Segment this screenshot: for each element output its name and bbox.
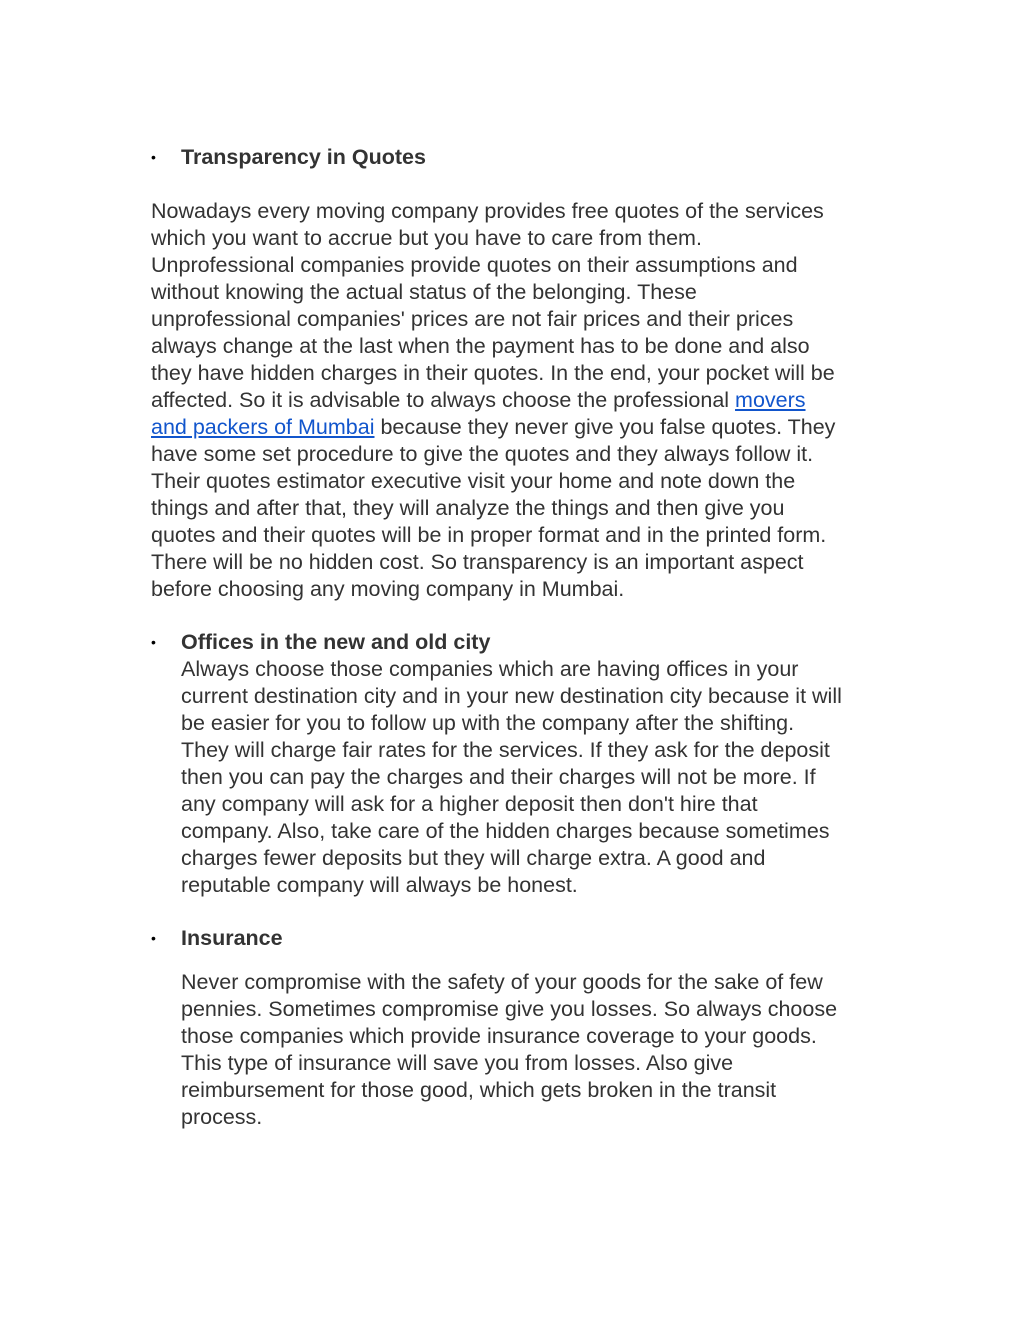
paragraph-line: Never compromise with the safety of your goods for the sake of few	[181, 970, 823, 994]
paragraph-line: before choosing any moving company in Mumbai.	[151, 577, 625, 601]
movers-packers-link[interactable]: movers	[735, 388, 806, 412]
paragraph-line: company. Also, take care of the hidden charges because sometimes	[181, 819, 830, 843]
paragraph-line: without knowing the actual status of the belonging. These	[151, 280, 697, 304]
paragraph-line: then you can pay the charges and their charges will not be more. If	[181, 765, 816, 789]
section-paragraph	[151, 198, 835, 603]
paragraph-line: pennies. Sometimes compromise give you losses. So always choose	[181, 997, 838, 1021]
section-heading: Transparency in Quotes	[181, 145, 426, 169]
section-heading: Insurance	[181, 926, 283, 950]
paragraph-line: Nowadays every moving company provides free quotes of the services	[151, 199, 824, 223]
paragraph-line: be easier for you to follow up with the company after the shifting.	[181, 711, 795, 735]
paragraph-line: Always choose those companies which are having offices in your	[181, 657, 799, 681]
paragraph-line: any company will ask for a higher deposit then don't hire that	[181, 792, 758, 816]
paragraph-line: which you want to accrue but you have to care from them.	[151, 226, 702, 250]
paragraph-line: Their quotes estimator executive visit your home and note down the	[151, 469, 796, 493]
section-heading: Offices in the new and old city	[181, 630, 491, 654]
section-paragraph	[181, 656, 842, 899]
paragraph-text: because they never give you false quotes. They	[374, 415, 836, 439]
paragraph-text: affected. So it is advisable to always choose the professional	[151, 388, 736, 412]
paragraph-line: Unprofessional companies provide quotes on their assumptions and	[151, 253, 798, 277]
paragraph-line: things and after that, they will analyze the things and then give you	[151, 496, 785, 520]
paragraph-line: always change at the last when the payment has to be done and also	[151, 334, 810, 358]
bullet-marker: •	[151, 634, 156, 650]
movers-packers-link[interactable]: and packers of Mumbai	[151, 415, 375, 439]
paragraph-line: They will charge fair rates for the services. If they ask for the deposit	[181, 738, 830, 762]
paragraph-line: they have hidden charges in their quotes. In the end, your pocket will be	[151, 361, 835, 385]
paragraph-line: have some set procedure to give the quotes and they always follow it.	[151, 442, 814, 466]
paragraph-line	[151, 414, 835, 441]
bullet-marker: •	[151, 149, 156, 165]
paragraph-line: reimbursement for those good, which gets broken in the transit	[181, 1078, 777, 1102]
paragraph-line: process.	[181, 1105, 263, 1129]
bullet-marker: •	[151, 930, 156, 946]
paragraph-line: This type of insurance will save you from losses. Also give	[181, 1051, 734, 1075]
paragraph-line: charges fewer deposits but they will charge extra. A good and	[181, 846, 766, 870]
paragraph-line: current destination city and in your new destination city because it will	[181, 684, 842, 708]
paragraph-line	[151, 387, 835, 414]
paragraph-line: There will be no hidden cost. So transparency is an important aspect	[151, 550, 804, 574]
paragraph-line: reputable company will always be honest.	[181, 873, 578, 897]
paragraph-line: quotes and their quotes will be in proper format and in the printed form.	[151, 523, 827, 547]
paragraph-line: those companies which provide insurance coverage to your goods.	[181, 1024, 817, 1048]
section-paragraph	[181, 969, 837, 1131]
paragraph-line: unprofessional companies' prices are not fair prices and their prices	[151, 307, 794, 331]
